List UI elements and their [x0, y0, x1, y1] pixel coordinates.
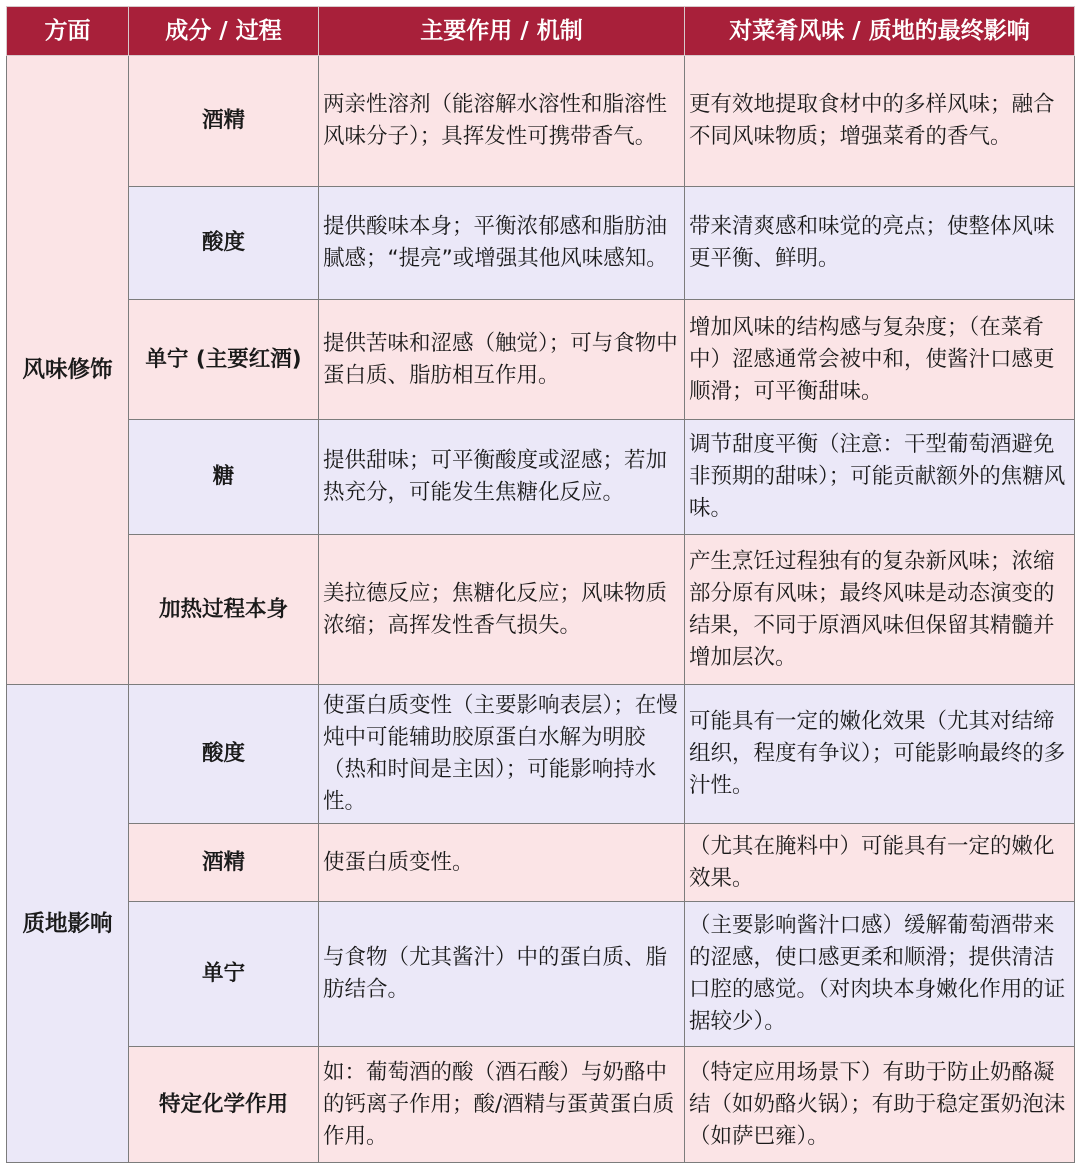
mechanism-cell: 如：葡萄酒的酸（酒石酸）与奶酪中的钙离子作用；酸/酒精与蛋黄蛋白质作用。 [319, 1047, 685, 1163]
component-cell: 加热过程本身 [129, 535, 319, 685]
mechanism-cell: 提供苦味和涩感（触觉）；可与食物中蛋白质、脂肪相互作用。 [319, 300, 685, 420]
component-cell: 酸度 [129, 685, 319, 824]
table-row [7, 56, 1075, 187]
mechanism-cell: 使蛋白质变性。 [319, 824, 685, 902]
table-row [7, 1047, 1075, 1163]
effect-cell: （尤其在腌料中）可能具有一定的嫩化效果。 [685, 824, 1075, 902]
header-aspect: 方面 [7, 7, 129, 56]
table-row [7, 420, 1075, 535]
header-component: 成分 / 过程 [129, 7, 319, 56]
aspect-flavor-cell: 风味修饰 [7, 56, 129, 685]
mechanism-cell: 使蛋白质变性（主要影响表层）；在慢炖中可能辅助胶原蛋白水解为明胶（热和时间是主因）；可能影响持水性。 [319, 685, 685, 824]
effect-cell: 更有效地提取食材中的多样风味；融合不同风味物质；增强菜肴的香气。 [685, 56, 1075, 187]
mechanism-cell: 两亲性溶剂（能溶解水溶性和脂溶性风味分子）；具挥发性可携带香气。 [319, 56, 685, 187]
table-row [7, 824, 1075, 902]
mechanism-cell: 提供酸味本身；平衡浓郁感和脂肪油腻感；“提亮”或增强其他风味感知。 [319, 187, 685, 300]
component-cell: 酒精 [129, 56, 319, 187]
effect-cell: 调节甜度平衡（注意：干型葡萄酒避免非预期的甜味）；可能贡献额外的焦糖风味。 [685, 420, 1075, 535]
header-row [7, 7, 1075, 56]
component-cell: 特定化学作用 [129, 1047, 319, 1163]
component-cell: 糖 [129, 420, 319, 535]
effect-cell: 带来清爽感和味觉的亮点；使整体风味更平衡、鲜明。 [685, 187, 1075, 300]
table-row [7, 685, 1075, 824]
effect-cell: （特定应用场景下）有助于防止奶酪凝结（如奶酪火锅）；有助于稳定蛋奶泡沫（如萨巴雍）。 [685, 1047, 1075, 1163]
effect-cell: （主要影响酱汁口感）缓解葡萄酒带来的涩感，使口感更柔和顺滑；提供清洁口腔的感觉。（对肉块本身嫩化作用的证据较少）。 [685, 902, 1075, 1047]
component-cell: 酒精 [129, 824, 319, 902]
table-row [7, 300, 1075, 420]
table-row [7, 902, 1075, 1047]
mechanism-cell: 美拉德反应；焦糖化反应；风味物质浓缩；高挥发性香气损失。 [319, 535, 685, 685]
component-cell: 单宁 (主要红酒) [129, 300, 319, 420]
header-mechanism: 主要作用 / 机制 [319, 7, 685, 56]
wine-cooking-effects-table [6, 6, 1075, 1163]
effect-cell: 增加风味的结构感与复杂度；（在菜肴中）涩感通常会被中和，使酱汁口感更顺滑；可平衡甜味。 [685, 300, 1075, 420]
mechanism-cell: 提供甜味；可平衡酸度或涩感；若加热充分，可能发生焦糖化反应。 [319, 420, 685, 535]
mechanism-cell: 与食物（尤其酱汁）中的蛋白质、脂肪结合。 [319, 902, 685, 1047]
effect-cell: 可能具有一定的嫩化效果（尤其对结缔组织，程度有争议）；可能影响最终的多汁性。 [685, 685, 1075, 824]
header-effect: 对菜肴风味 / 质地的最终影响 [685, 7, 1075, 56]
component-cell: 单宁 [129, 902, 319, 1047]
component-cell: 酸度 [129, 187, 319, 300]
table-row [7, 187, 1075, 300]
effect-cell: 产生烹饪过程独有的复杂新风味；浓缩部分原有风味；最终风味是动态演变的结果，不同于原酒风味但保留其精髓并增加层次。 [685, 535, 1075, 685]
aspect-texture-cell: 质地影响 [7, 685, 129, 1163]
table-row [7, 535, 1075, 685]
